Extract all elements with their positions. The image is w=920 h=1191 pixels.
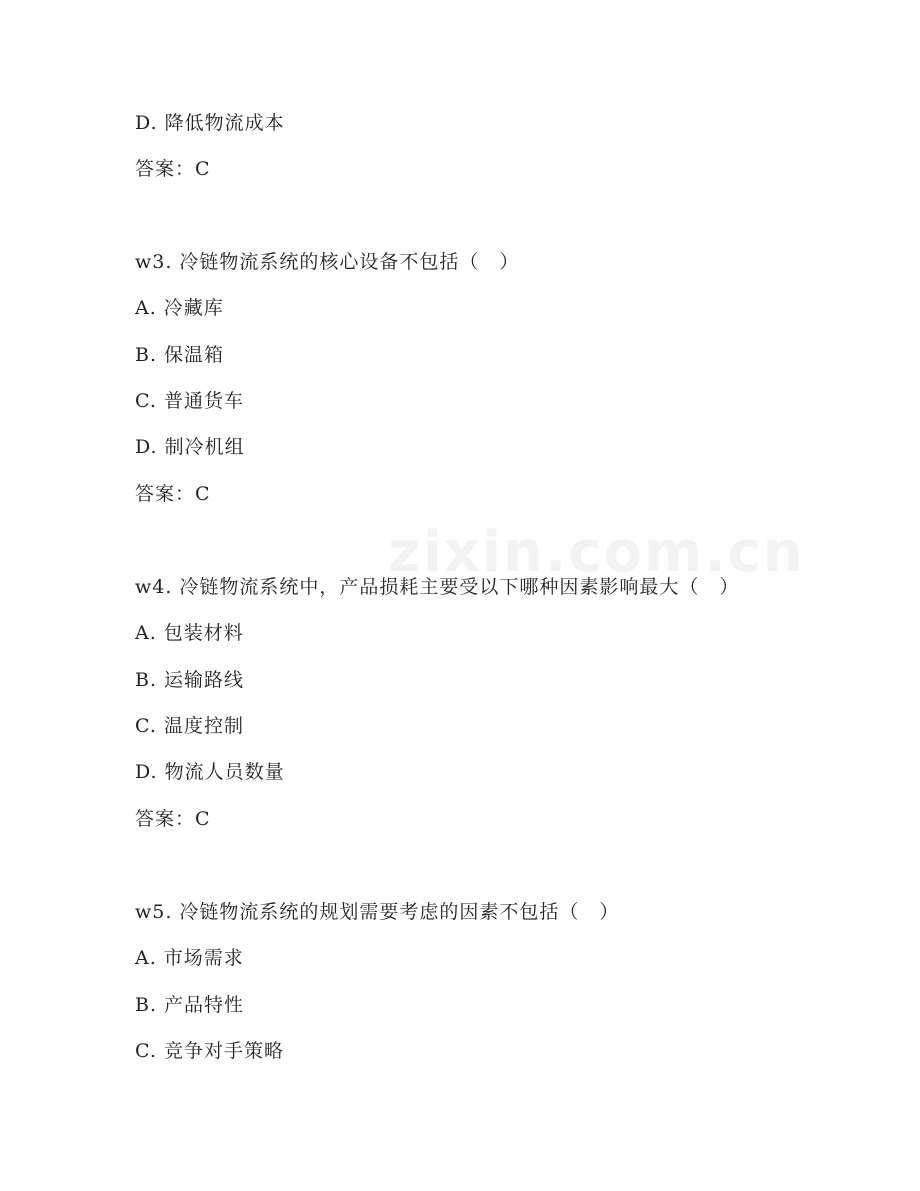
option-d-prev: D. 降低物流成本 <box>135 112 285 134</box>
question-w5-option-b: B. 产品特性 <box>135 994 245 1016</box>
question-w4: w4. 冷链物流系统中，产品损耗主要受以下哪种因素影响最大（ ） <box>135 576 740 598</box>
question-w3: w3. 冷链物流系统的核心设备不包括（ ） <box>135 251 520 273</box>
question-w3-option-b: B. 保温箱 <box>135 344 225 366</box>
question-w4-option-a: A. 包装材料 <box>135 622 244 644</box>
question-w4-option-b: B. 运输路线 <box>135 669 245 691</box>
watermark: zixin.com.cn <box>388 520 805 585</box>
question-w3-option-d: D. 制冷机组 <box>135 436 245 458</box>
question-w4-answer: 答案：C <box>135 808 211 830</box>
answer-prev: 答案：C <box>135 158 211 180</box>
question-w5: w5. 冷链物流系统的规划需要考虑的因素不包括（ ） <box>135 901 620 923</box>
question-w5-option-c: C. 竞争对手策略 <box>135 1040 284 1062</box>
question-w5-option-a: A. 市场需求 <box>135 947 244 969</box>
question-w4-option-c: C. 温度控制 <box>135 715 244 737</box>
question-w3-answer: 答案：C <box>135 483 211 505</box>
question-w3-option-c: C. 普通货车 <box>135 390 244 412</box>
question-w4-option-d: D. 物流人员数量 <box>135 761 285 783</box>
question-w3-option-a: A. 冷藏库 <box>135 297 224 319</box>
